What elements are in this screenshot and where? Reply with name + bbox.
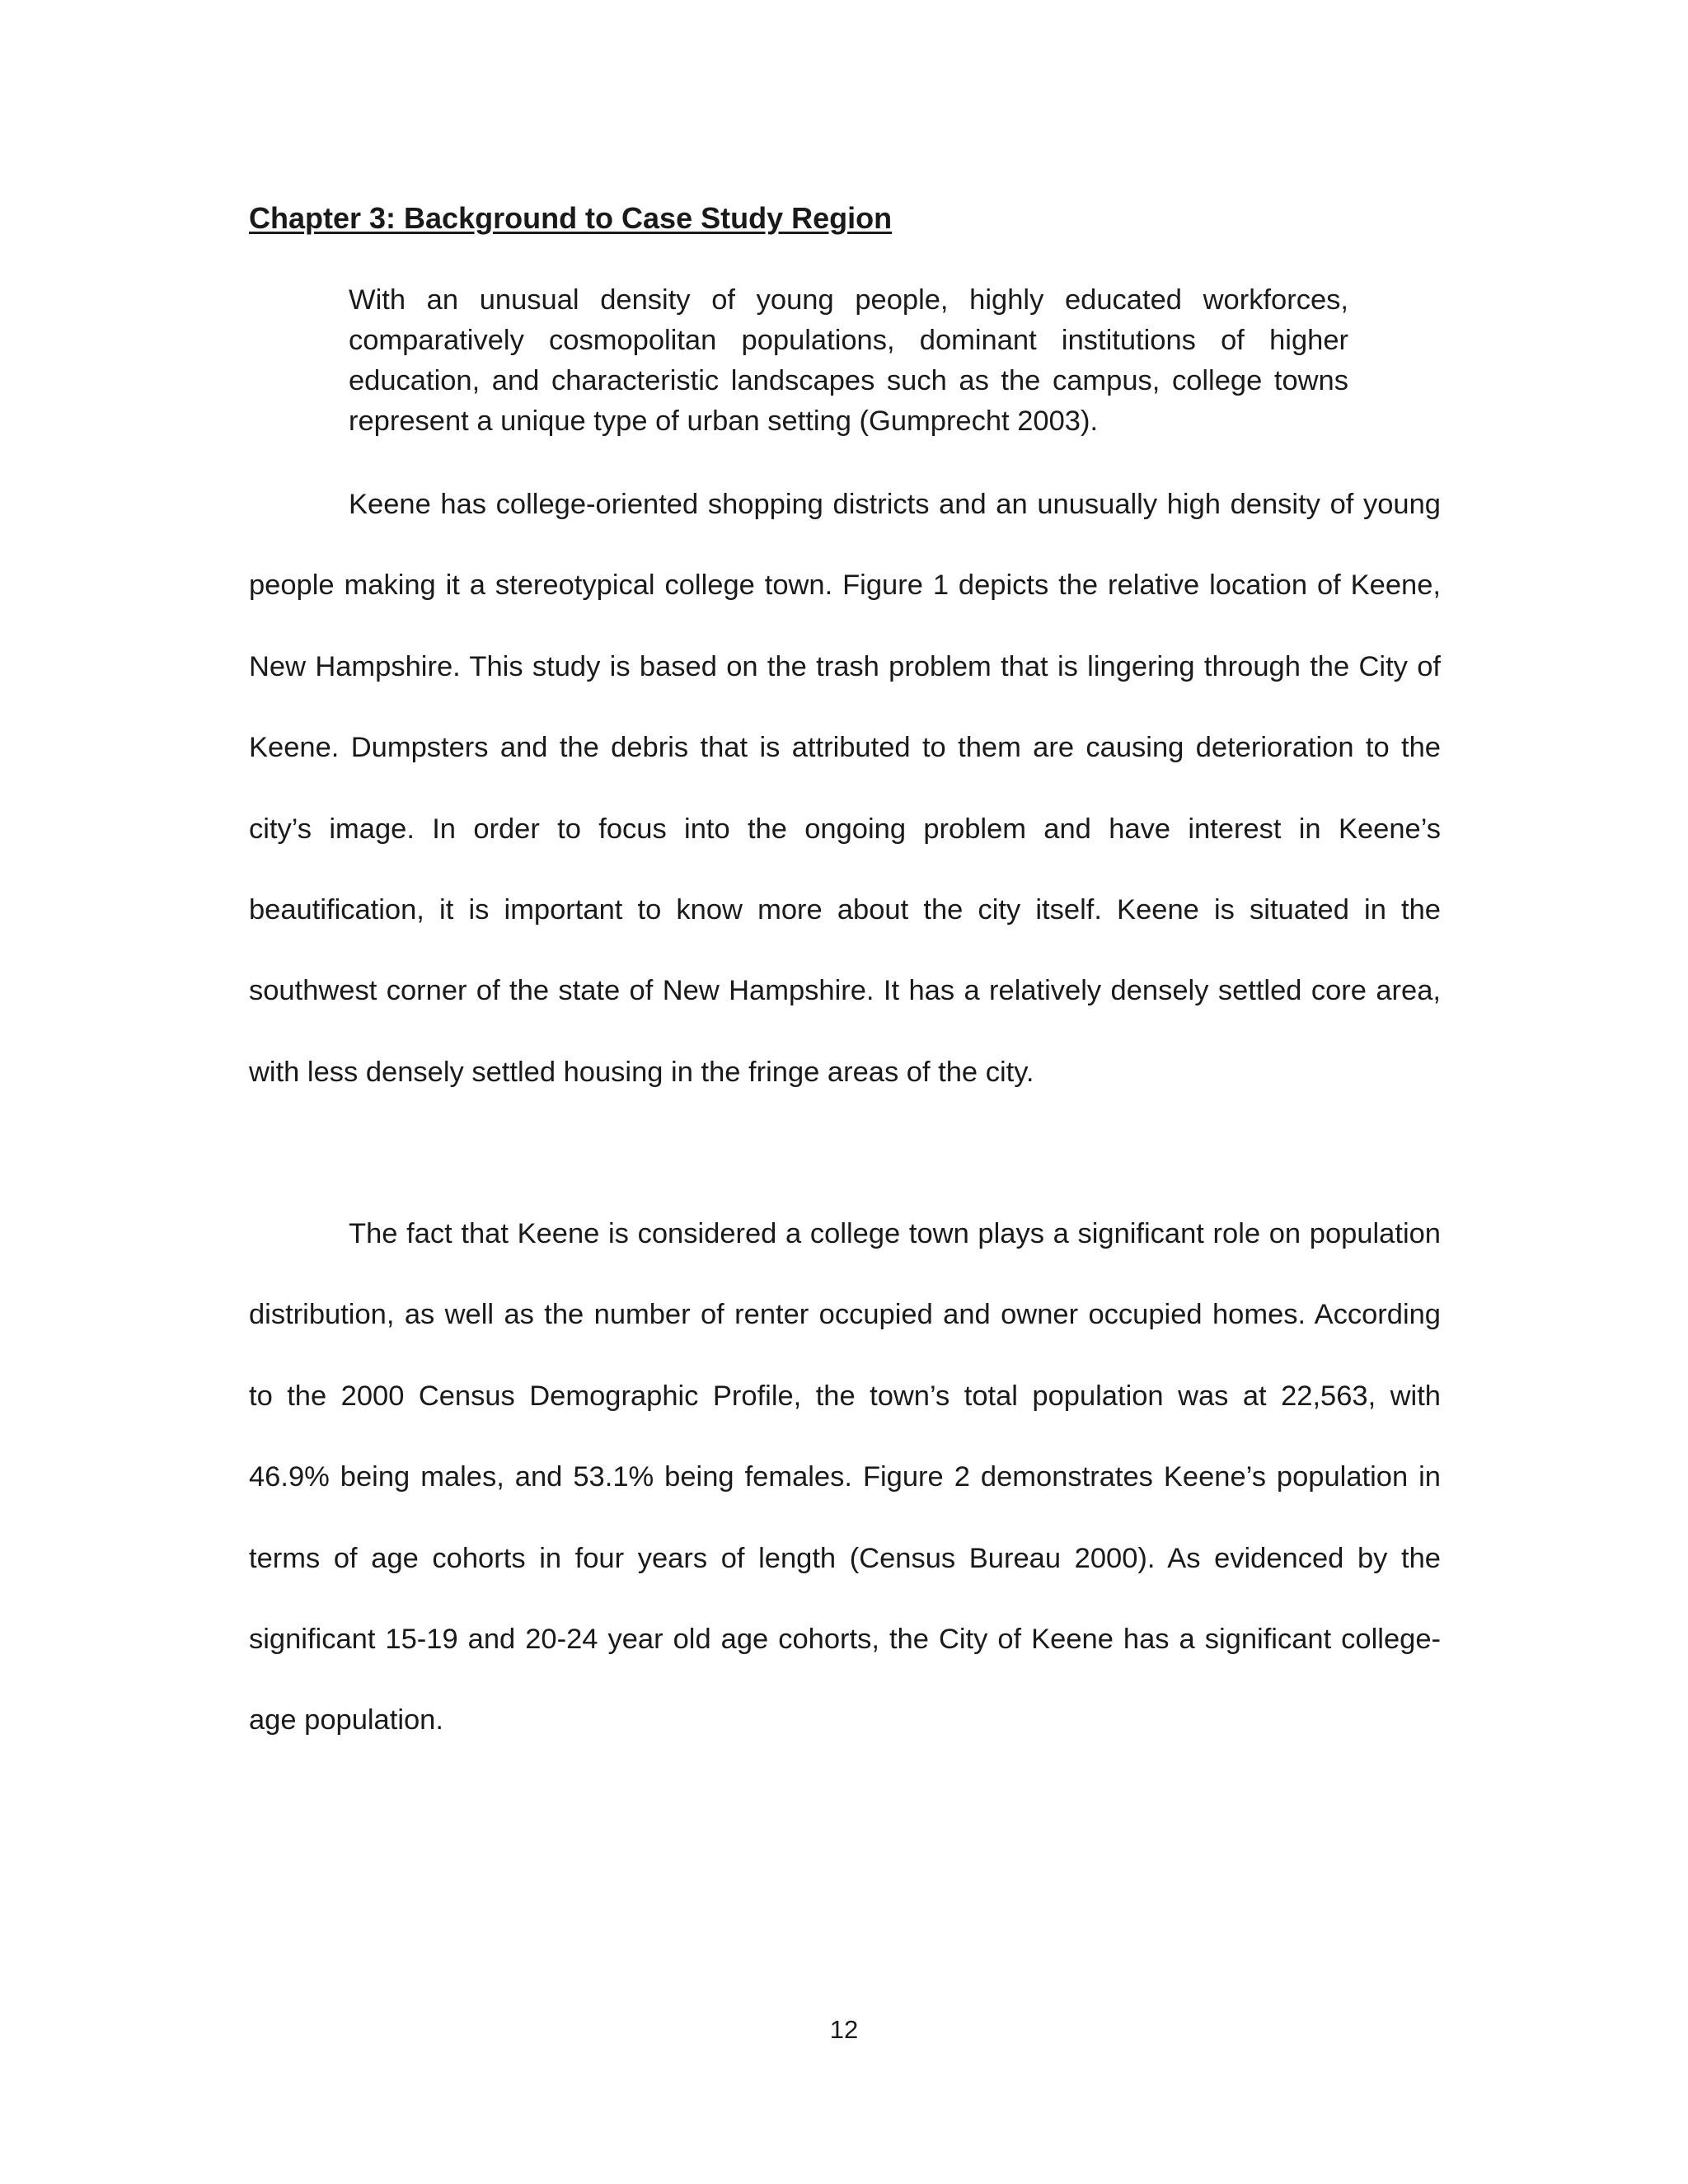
block-quote: With an unusual density of young people, highly educated workforces, comparatively cosmopolitan populations, dominant institutions of higher education, and characteristic landscapes such as the campus, college towns represent a unique type of urban setting (Gumprecht 2003).: [349, 284, 1348, 437]
page-number: 12: [829, 2015, 859, 2044]
chapter-heading: Chapter 3: Background to Case Study Region: [249, 201, 893, 235]
body-paragraph: The fact that Keene is considered a college town plays a significant role on population distribution, as well as the number of renter occupied and owner occupied homes. According to the 2000 Census Demographic Profile, the town’s total population was at 22,563, with 46.9% being males, and 53.1% being females. Figure 2 demonstrates Keene’s population in terms of age cohorts in four years of length (Census Bureau 2000). As evidenced by the significant 15-19 and 20-24 year old age cohorts, the City of Keene has a significant college-age population.: [249, 1218, 1441, 1736]
body-paragraph: Keene has college-oriented shopping districts and an unusually high density of young people making it a stereotypical college town. Figure 1 depicts the relative location of Keene, New Hampshire. This study is based on the trash problem that is lingering through the City of Keene. Dumpsters and the debris that is attributed to them are causing deterioration to the city’s image. In order to focus into the ongoing problem and have interest in Keene’s beautification, it is important to know more about the city itself. Keene is situated in the southwest corner of the state of New Hampshire. It has a relatively densely settled core area, with less densely settled housing in the fringe areas of the city.: [249, 489, 1441, 1088]
